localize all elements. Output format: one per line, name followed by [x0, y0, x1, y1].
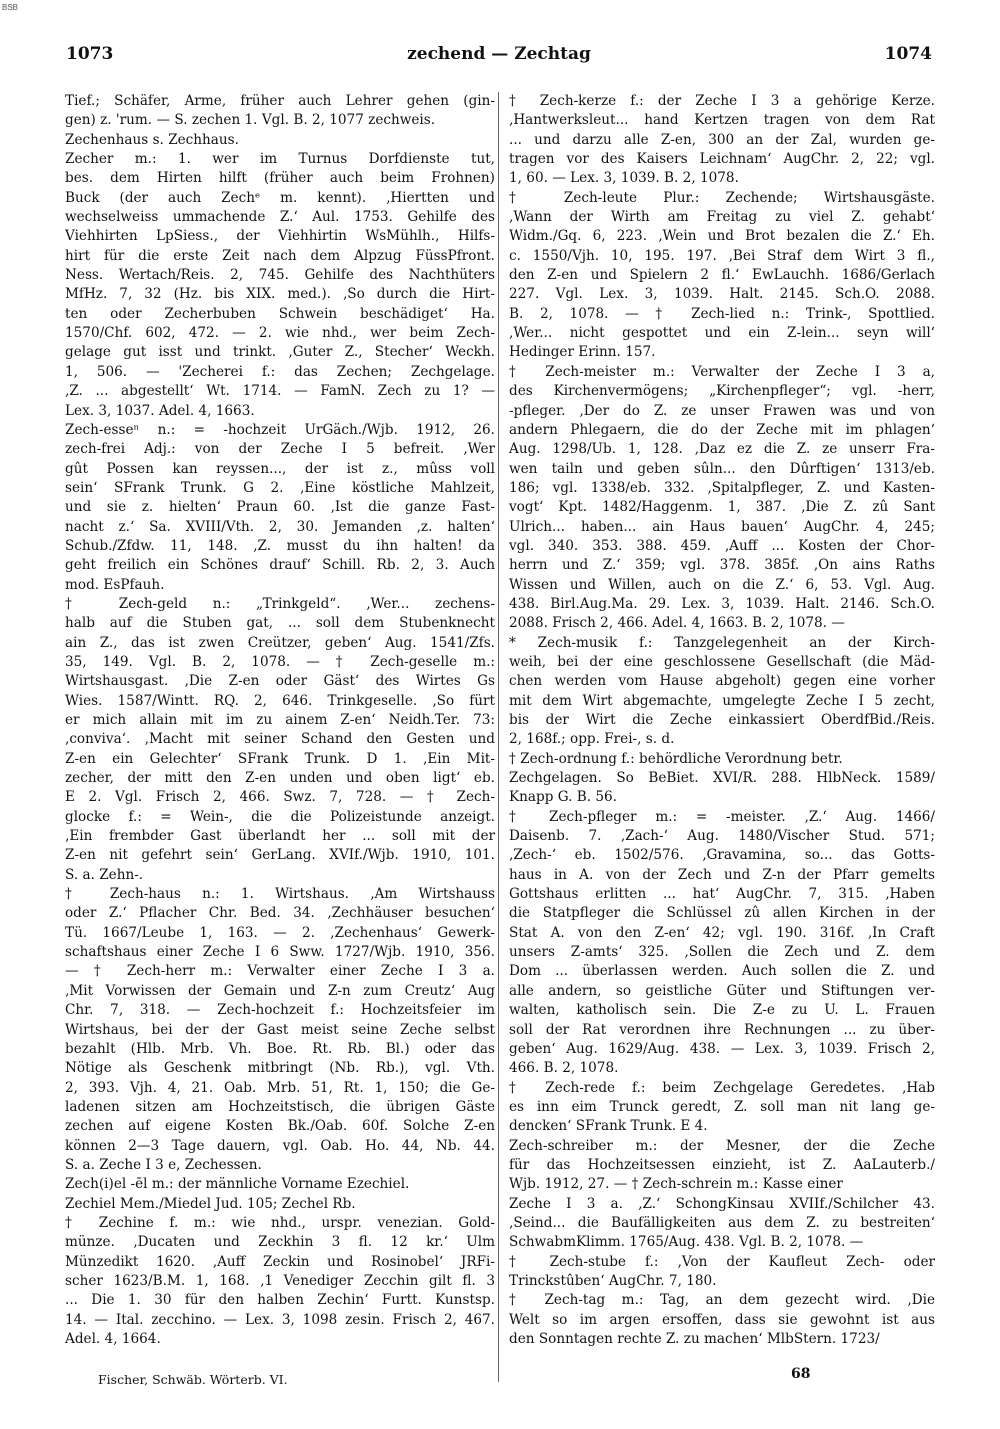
text-line: Viehhirten LpSiess., der Viehhirtin WsMühlh., Hilfs- — [65, 228, 495, 245]
text-line: Wissen und Willen, auch on die Z.‘ 6, 53. Vgl. Aug. — [509, 576, 935, 593]
text-line: B. 2, 1078. — † Zech-lied n.: Trink-, Spottlied. — [509, 305, 935, 322]
text-line: glocke f.: = Wein-, die die Polizeistunde anzeigt. — [65, 808, 495, 825]
text-line: Widm./Gq. 6, 223. ‚Wein und Brot bezalen die Z.‘ Eh. — [509, 228, 935, 245]
text-line: Buck (der auch Zechᵉ m. kennt). ‚Hiertten und — [65, 189, 495, 206]
text-line: 2, 168f.; opp. Frei-, s. d. — [509, 731, 675, 748]
page-number-left: 1073 — [66, 44, 114, 64]
text-line: geben‘ Aug. 1629/Aug. 438. — Lex. 3, 1039. Frisch 2, — [509, 1040, 935, 1057]
text-line: Ness. Wertach/Reis. 2, 745. Gehilfe des Nachthüters — [65, 267, 495, 284]
running-title: zechend — Zechtag — [407, 44, 591, 64]
text-line: des Kirchenvermögens; „Kirchenpfleger“; vgl. -herr, — [509, 383, 935, 400]
left-column — [65, 92, 495, 1349]
text-line: Zeche I 3 a. ‚Z.‘ SchongKinsau XVIIf./Schilcher 43. — [509, 1195, 935, 1212]
text-line: Tü. 1667/Leube 1, 163. — 2. ‚Zechenhaus‘ Gewerk- — [65, 924, 495, 941]
text-line: Knapp G. B. 56. — [509, 789, 618, 806]
text-line: Zechiel Mem./Miedel Jud. 105; Zechel Rb. — [65, 1195, 356, 1212]
text-line: Ulrich... haben... ain Haus bauen‘ AugChr. 4, 245; — [509, 518, 935, 535]
text-line: SchwabmKlimm. 1765/Aug. 438. Vgl. B. 2, 1078. — — [509, 1234, 864, 1251]
text-line: Hedinger Erinn. 157. — [509, 344, 656, 361]
text-line: Zecher m.: 1. wer im Turnus Dorfdienste tut, — [65, 151, 495, 168]
text-line: ‚Ein frembder Gast überlandt her ... soll mit der — [65, 828, 495, 845]
text-line: -pfleger. ‚Der do Z. ze unser Frawen was und von — [509, 402, 935, 419]
text-line: zechen auf eigene Kosten Bk./Oab. 60f. Solche Z-en — [65, 1118, 495, 1135]
text-line: ‚conviva‘. ‚Macht mit seiner Schand den Gesten und — [65, 731, 495, 748]
right-column — [509, 92, 935, 1349]
text-line: ... Die 1. 30 für den halben Zechin‘ Furtt. Kunstsp. — [65, 1292, 495, 1309]
text-line: herrn und Z.‘ 359; vgl. 378. 385f. ‚On ains Raths — [509, 557, 935, 574]
text-line: Trinckstûben‘ AugChr. 7, 180. — [509, 1272, 717, 1289]
column-divider — [498, 92, 499, 1382]
text-line: chen werden vom Hause abgeholt) gegen eine vorher — [509, 673, 935, 690]
text-line: 1, 506. — 'Zecherei f.: das Zechen; Zechgelage. — [65, 363, 495, 380]
imprint: Fischer, Schwäb. Wörterb. VI. — [98, 1372, 288, 1387]
text-line: nacht z.‘ Sa. XVIII/Vth. 2, 30. Jemanden ‚z. halten‘ — [65, 518, 495, 535]
text-line: Nötige als Geschenk mitbringt (Nb. Rb.), vgl. Vth. — [65, 1060, 495, 1077]
text-line: können 2—3 Tage dauern, vgl. Oab. Ho. 44, Nb. 44. — [65, 1137, 495, 1154]
text-line: Tief.; Schäfer, Arme, früher auch Lehrer gehen (gin- — [65, 93, 495, 109]
text-line: * Zech-musik f.: Tanzgelegenheit an der Kirch- — [509, 634, 935, 651]
text-line: ten oder Zecherbuben Schwein beschädiget‘ Ha. — [65, 305, 495, 322]
text-line: Z-en nit gefehrt sein‘ GerLang. XVIf./Wjb. 1910, 101. — [65, 847, 495, 864]
text-line: weih, bei der eine geschlossene Gesellschaft (die Mäd- — [509, 653, 935, 670]
text-line: gût Possen kan reyssen..., der ist z., mûss voll — [65, 460, 495, 477]
text-line: 1570/Chf. 602, 472. — 2. wie nhd., wer beim Zech- — [65, 325, 495, 342]
text-line: zech-frei Adj.: von der Zeche I 5 befreit. ‚Wer — [65, 441, 495, 458]
text-line: zecher, der mitt den Z-en unden und oben ligt‘ eb. — [65, 770, 495, 787]
text-line: wechselweiss ummachende Z.‘ Aul. 1753. Gehilfe des — [65, 209, 495, 226]
text-line: haus in A. von der Zech und Z-n der Pfarr gemelts — [509, 866, 935, 883]
library-mark: BSB — [2, 3, 19, 12]
text-line: ‚Wann der Wirth am Freitag zu viel Z. gehabt‘ — [509, 209, 935, 226]
text-line: Zech-esseⁿ n.: = -hochzeit UrGäch./Wjb. 1912, 26. — [65, 421, 495, 438]
text-line: er mich allain mit im zu ainem Z-en‘ Neidh.Ter. 73: — [65, 712, 495, 728]
text-line: Chr. 7, 318. — Zech-hochzeit f.: Hochzeitsfeier im — [65, 1002, 495, 1019]
text-line: hirt für die erste Zeit nach dem Alpzug FüssPfront. — [65, 247, 495, 264]
text-line: 2088. Frisch 2, 466. Adel. 4, 1663. B. 2, 1078. — — [509, 615, 845, 632]
page-header — [66, 44, 932, 72]
text-line: es inn eim Trunck geredt, Z. soll man nit lang ge- — [509, 1098, 935, 1115]
text-line: † Zech-meister m.: Verwalter der Zeche I 3 a, — [509, 363, 935, 380]
text-line: ‚Hantwerksleut... hand Kertzen tragen von dem Rat — [509, 112, 935, 129]
text-line: — † Zech-herr m.: Verwalter einer Zeche I 3 a. — [65, 963, 495, 980]
sheet-signature: 68 — [791, 1366, 811, 1382]
text-line: schaftshaus einer Zeche I 6 Sww. 1727/Wjb. 1910, 356. — [65, 944, 495, 961]
text-line: bis der Wirt die Zeche einkassiert OberdfBid./Reis. — [509, 712, 935, 728]
text-line: vogt‘ Kpt. 1482/Haggenm. 1, 387. ‚Die Z. zû Sant — [509, 499, 935, 516]
text-line: † Zech-stube f.: ‚Von der Kaufleut Zech- oder — [509, 1253, 935, 1270]
text-line: † Zech-tag m.: Tag, an dem gezecht wird. ‚Die — [509, 1292, 935, 1309]
text-line: Stat A. von den Z-en‘ 42; vgl. 190. 316f. ‚In Craft — [509, 924, 935, 941]
text-line: Münzedikt 1620. ‚Auff Zeckin und Rosinobel‘ JRFi- — [65, 1253, 495, 1270]
text-line: † Zech-ordnung f.: behördliche Verordnung betr. — [509, 750, 843, 767]
text-line: geht freilich ein Schönes drauf‘ Schill. Rb. 2, 3. Auch — [65, 557, 495, 574]
text-line: die Statpfleger die Schlüssel zû allen Kirchen in der — [509, 905, 935, 922]
text-line: 466. B. 2, 1078. — [509, 1060, 619, 1077]
text-line: † Zechine f. m.: wie nhd., urspr. venezian. Gold- — [65, 1214, 495, 1231]
text-line: Daisenb. 7. ‚Zach-‘ Aug. 1480/Vischer Stud. 571; — [509, 828, 935, 845]
text-line: Zechgelagen. So BeBiet. XVI/R. 288. HlbNeck. 1589/ — [509, 770, 935, 787]
text-line: den Z-en und Spielern 2 fl.‘ EwLauchh. 1686/Gerlach — [509, 267, 935, 284]
text-line: ‚Wer... nicht gespottet und ein Z-lein... seyn will‘ — [509, 325, 935, 342]
text-line: Lex. 3, 1037. Adel. 4, 1663. — [65, 402, 255, 419]
text-line: oder Z.‘ Pflacher Chr. Bed. 34. ‚Zechhäuser besuchen‘ — [65, 905, 495, 922]
text-line: tragen vor des Kaisers Leichnam‘ AugChr. 2, 22; vgl. — [509, 151, 935, 168]
text-line: 227. Vgl. Lex. 3, 1039. Halt. 2145. Sch.O. 2088. — [509, 286, 935, 303]
text-line: soll der Rat verordnen ihre Rechnungen ... zu über- — [509, 1021, 935, 1038]
text-line: sein‘ SFrank Trunk. G 2. ‚Eine köstliche Mahlzeit, — [65, 479, 495, 496]
text-line: und sie z. hielten‘ Praun 60. ‚Ist die ganze Fast- — [65, 499, 495, 516]
text-line: gelage gut isst und trinkt. ‚Guter Z., Stecher‘ Weckh. — [65, 344, 495, 361]
text-line: ‚Mit Vorwissen der Gemain und Z-n zum Creutz‘ Aug — [65, 982, 495, 999]
text-line: unsers Z-amts‘ 325. ‚Sollen die Zech und Z. dem — [509, 944, 935, 961]
text-line: dencken‘ SFrank Trunk. E 4. — [509, 1118, 708, 1135]
text-line: 35, 149. Vgl. B. 2, 1078. — † Zech-geselle m.: — [65, 653, 495, 670]
text-line: 186; vgl. 1338/eb. 332. ‚Spitalpfleger, Z. und Kasten- — [509, 479, 935, 496]
text-line: ‚Z. ... abgestellt‘ Wt. 1714. — FamN. Zech zu 1? — — [65, 383, 495, 400]
text-line: alle andern, so geistliche Güter und Stiftungen ver- — [509, 982, 935, 999]
text-line: Dom ... überlassen werden. Auch sollen die Z. und — [509, 963, 935, 980]
text-line: S. a. Zehn-. — [65, 866, 144, 883]
text-line: andern Phlegaern, die do der Zeche mit im phlagen‘ — [509, 421, 935, 438]
text-line: vgl. 340. 353. 388. 459. ‚Auff ... Kosten der Chor- — [509, 537, 935, 554]
text-line: wen tailn und geben sûln... den Dûrftigen‘ 1313/eb. — [509, 460, 935, 477]
text-line: Wirtshausgast. ‚Die Z-en oder Gäst‘ des Wirtes Gs — [65, 673, 495, 690]
text-line: ... und darzu alle Z-en, 300 an der Zal, wurden ge- — [509, 131, 935, 148]
text-line: Zech(i)el -ēl m.: der männliche Vorname Ezechiel. — [65, 1176, 410, 1193]
text-line: MfHz. 7, 32 (Hz. bis XIX. med.). ‚So durch die Hirt- — [65, 286, 495, 303]
text-line: E 2. Vgl. Frisch 2, 466. Swz. 7, 728. — † Zech- — [65, 789, 495, 806]
text-line: ‚Seind... die Baufälligkeiten aus dem Z. zu bestreiten‘ — [509, 1214, 935, 1231]
text-line: bezahlt (Hlb. Mrb. Vh. Boe. Rt. Rb. Bl.) oder das — [65, 1040, 495, 1057]
text-line: 438. Birl.Aug.Ma. 29. Lex. 3, 1039. Halt. 2146. Sch.O. — [509, 595, 935, 612]
text-line: ‚Zech-‘ eb. 1502/576. ‚Gravamina, so... das Gotts- — [509, 847, 935, 864]
text-line: Wjb. 1912, 27. — † Zech-schrein m.: Kasse einer — [509, 1176, 843, 1193]
text-line: Adel. 4, 1664. — [65, 1331, 161, 1347]
text-line: † Zech-leute Plur.: Zechende; Wirtshausgäste. — [509, 189, 935, 206]
text-line: c. 1550/Vjh. 10, 195. 197. ‚Bei Straf dem Wirt 3 fl., — [509, 247, 935, 264]
text-line: walten, katholisch sein. Die Z-e zu U. L. Frauen — [509, 1002, 935, 1019]
text-line: Z-en ein Gelechter‘ SFrank Trunk. D 1. ‚Ein Mit- — [65, 750, 495, 767]
text-line: ladenen sitzen am Hochzeitstisch, die übrigen Gäste — [65, 1098, 495, 1115]
text-line: 2, 393. Vjh. 4, 21. Oab. Mrb. 51, Rt. 1, 150; die Ge- — [65, 1079, 495, 1096]
text-line: Schub./Zfdw. 11, 148. ‚Z. musst du ihn halten! da — [65, 537, 495, 554]
page-number-right: 1074 — [884, 44, 932, 64]
text-line: mit dem Wirt abgemachte, umgelegte Zeche I 5 zecht, — [509, 692, 935, 709]
text-line: † Zech-haus n.: 1. Wirtshaus. ‚Am Wirtshauss — [65, 886, 495, 903]
text-line: halb auf die Stuben gat, ... soll dem Stubenknecht — [65, 615, 495, 632]
text-line: ain Z., das ist zwen Creützer, geben‘ Aug. 1541/Zfs. — [65, 634, 495, 651]
text-line: † Zech-kerze f.: der Zeche I 3 a gehörige Kerze. — [509, 93, 935, 109]
text-line: S. a. Zeche I 3 e, Zechessen. — [65, 1156, 262, 1173]
text-line: den Sonntagen rechte Z. zu machen‘ MlbStern. 1723/ — [509, 1331, 880, 1347]
text-line: Gottshaus erlitten ... hat‘ AugChr. 7, 315. ‚Haben — [509, 886, 935, 903]
text-line: 1, 60. — Lex. 3, 1039. B. 2, 1078. — [509, 170, 739, 187]
text-line: Aug. 1298/Ub. 1, 128. ‚Daz ez die Z. ze unserr Fra- — [509, 441, 935, 458]
text-line: Zech-schreiber m.: der Mesner, der die Zeche — [509, 1137, 935, 1154]
text-line: † Zech-pfleger m.: = -meister. ‚Z.‘ Aug. 1466/ — [509, 808, 935, 825]
text-line: Welt so im argen ersoffen, dass sie gewohnt ist aus — [509, 1311, 935, 1328]
text-line: für das Hochzeitsessen einzieht, ist Z. AaLauterb./ — [509, 1156, 935, 1173]
text-line: Zechenhaus s. Zechhaus. — [65, 131, 239, 148]
text-line: † Zech-geld n.: „Trinkgeld“. ‚Wer... zechens- — [65, 595, 495, 612]
text-line: Wies. 1587/Wintt. RQ. 2, 646. Trinkgeselle. ‚So fürt — [65, 692, 495, 709]
text-line: gen) z. 'rum. — S. zechen 1. Vgl. B. 2, 1077 zechweis. — [65, 112, 436, 129]
text-line: † Zech-rede f.: beim Zechgelage Geredetes. ‚Hab — [509, 1079, 935, 1096]
text-line: mod. EsPfauh. — [65, 576, 165, 593]
text-line: Wirtshaus, bei der der Gast meist seine Zeche selbst — [65, 1021, 495, 1038]
text-line: münze. ‚Ducaten und Zeckhin 3 fl. 12 kr.‘ Ulm — [65, 1234, 495, 1251]
text-line: scher 1623/B.M. 1, 168. ‚1 Venediger Zecchin gilt fl. 3 — [65, 1272, 495, 1289]
text-line: bes. dem Hirten hilft (früher auch beim Frohnen) — [65, 170, 495, 187]
text-line: 14. — Ital. zecchino. — Lex. 3, 1098 zesin. Frisch 2, 467. — [65, 1311, 495, 1328]
